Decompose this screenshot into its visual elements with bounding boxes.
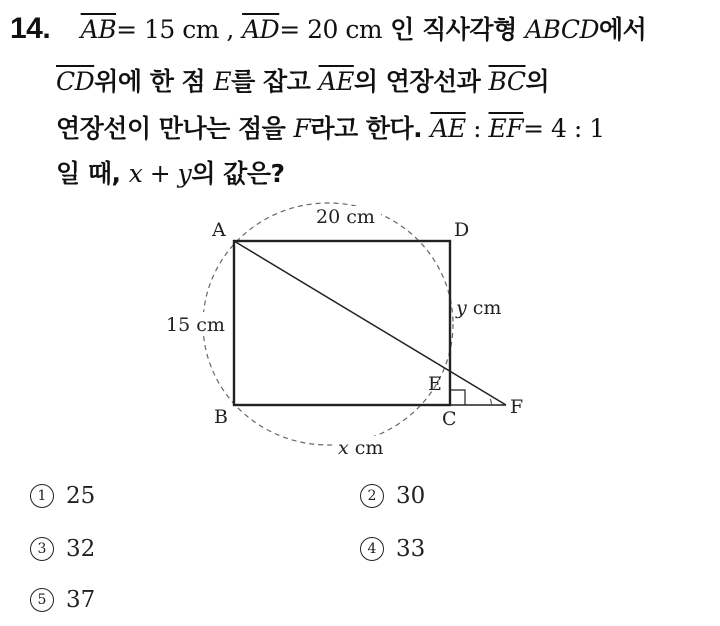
rectangle-name: ABCD (524, 15, 600, 44)
segment-cd: $\overline{CD}$ (56, 67, 95, 96)
problem-line-3 (56, 109, 605, 145)
line3-text1: 연장선이 만나는 점을 (56, 114, 286, 143)
segment-ef: $\overline{EF}$ (488, 114, 524, 143)
label-left-length: 15 cm (166, 314, 225, 336)
choice-5-value: 37 (66, 587, 96, 613)
label-d: D (454, 219, 470, 241)
segment-ae: $\overline{AE}$ (318, 67, 354, 96)
problem-line-1 (10, 10, 646, 46)
line2-text2: 를 잡고 (231, 67, 311, 96)
label-a: A (212, 219, 226, 241)
ratio-value: = 4 : 1 (523, 114, 605, 143)
line-afe (234, 241, 506, 405)
choice-2-mark: 2 (360, 484, 384, 508)
choice-4-mark: 4 (360, 537, 384, 561)
rectangle-abcd (234, 241, 450, 405)
choice-3-mark: 3 (30, 537, 54, 561)
line2-text1: 위에 한 점 (94, 67, 206, 96)
geometry-figure (150, 200, 570, 465)
point-f: F (293, 114, 311, 143)
choice-1[interactable] (30, 483, 95, 509)
choice-2-value: 30 (396, 483, 426, 509)
var-x: x (338, 437, 349, 459)
problem-number: 14. (10, 12, 51, 45)
bottom-unit: cm (348, 437, 384, 459)
line4-text2: 의 값은? (191, 159, 285, 188)
ratio-colon: : (465, 114, 489, 143)
dashed-circle (203, 203, 453, 445)
right-angle-mark (450, 390, 465, 405)
point-e: E (213, 67, 232, 96)
label-c: C (442, 408, 457, 430)
line1-tail: 에서 (599, 15, 647, 44)
label-b: B (214, 406, 228, 428)
segment-ab: $\overline{AB}$ (80, 15, 117, 44)
choice-1-mark: 1 (30, 484, 54, 508)
choice-5-mark: 5 (30, 588, 54, 612)
figure-svg (150, 200, 570, 465)
choice-3[interactable] (30, 536, 95, 562)
choice-2[interactable] (360, 483, 425, 509)
expression-x-plus-y: x + y (128, 159, 192, 188)
line1-text: 인 직사각형 (390, 15, 517, 44)
label-bottom-length (338, 437, 383, 459)
choice-1-value: 25 (66, 483, 96, 509)
line2-text4: 의 (525, 67, 550, 96)
ab-length: = 15 cm , (116, 15, 234, 44)
problem-line-4 (56, 154, 284, 190)
problem-line-2 (56, 62, 549, 98)
choice-4-value: 33 (396, 536, 426, 562)
segment-ad: $\overline{AD}$ (242, 15, 280, 44)
label-e: E (428, 373, 442, 395)
line2-text3: 의 연장선과 (353, 67, 481, 96)
angle-mark-f (490, 399, 491, 405)
label-top-length: 20 cm (316, 206, 375, 228)
segment-ae-ratio: $\overline{AE}$ (430, 114, 466, 143)
line3-text2: 라고 한다. (310, 114, 423, 143)
label-right-length (455, 297, 501, 319)
var-y: y (456, 297, 467, 319)
choice-5[interactable] (30, 587, 95, 613)
choice-4[interactable] (360, 536, 425, 562)
choice-3-value: 32 (66, 536, 96, 562)
segment-bc: $\overline{BC}$ (488, 67, 526, 96)
label-f: F (510, 396, 524, 418)
right-unit: cm (466, 297, 502, 319)
ad-length: = 20 cm (279, 15, 383, 44)
line4-text1: 일 때, (56, 159, 121, 188)
